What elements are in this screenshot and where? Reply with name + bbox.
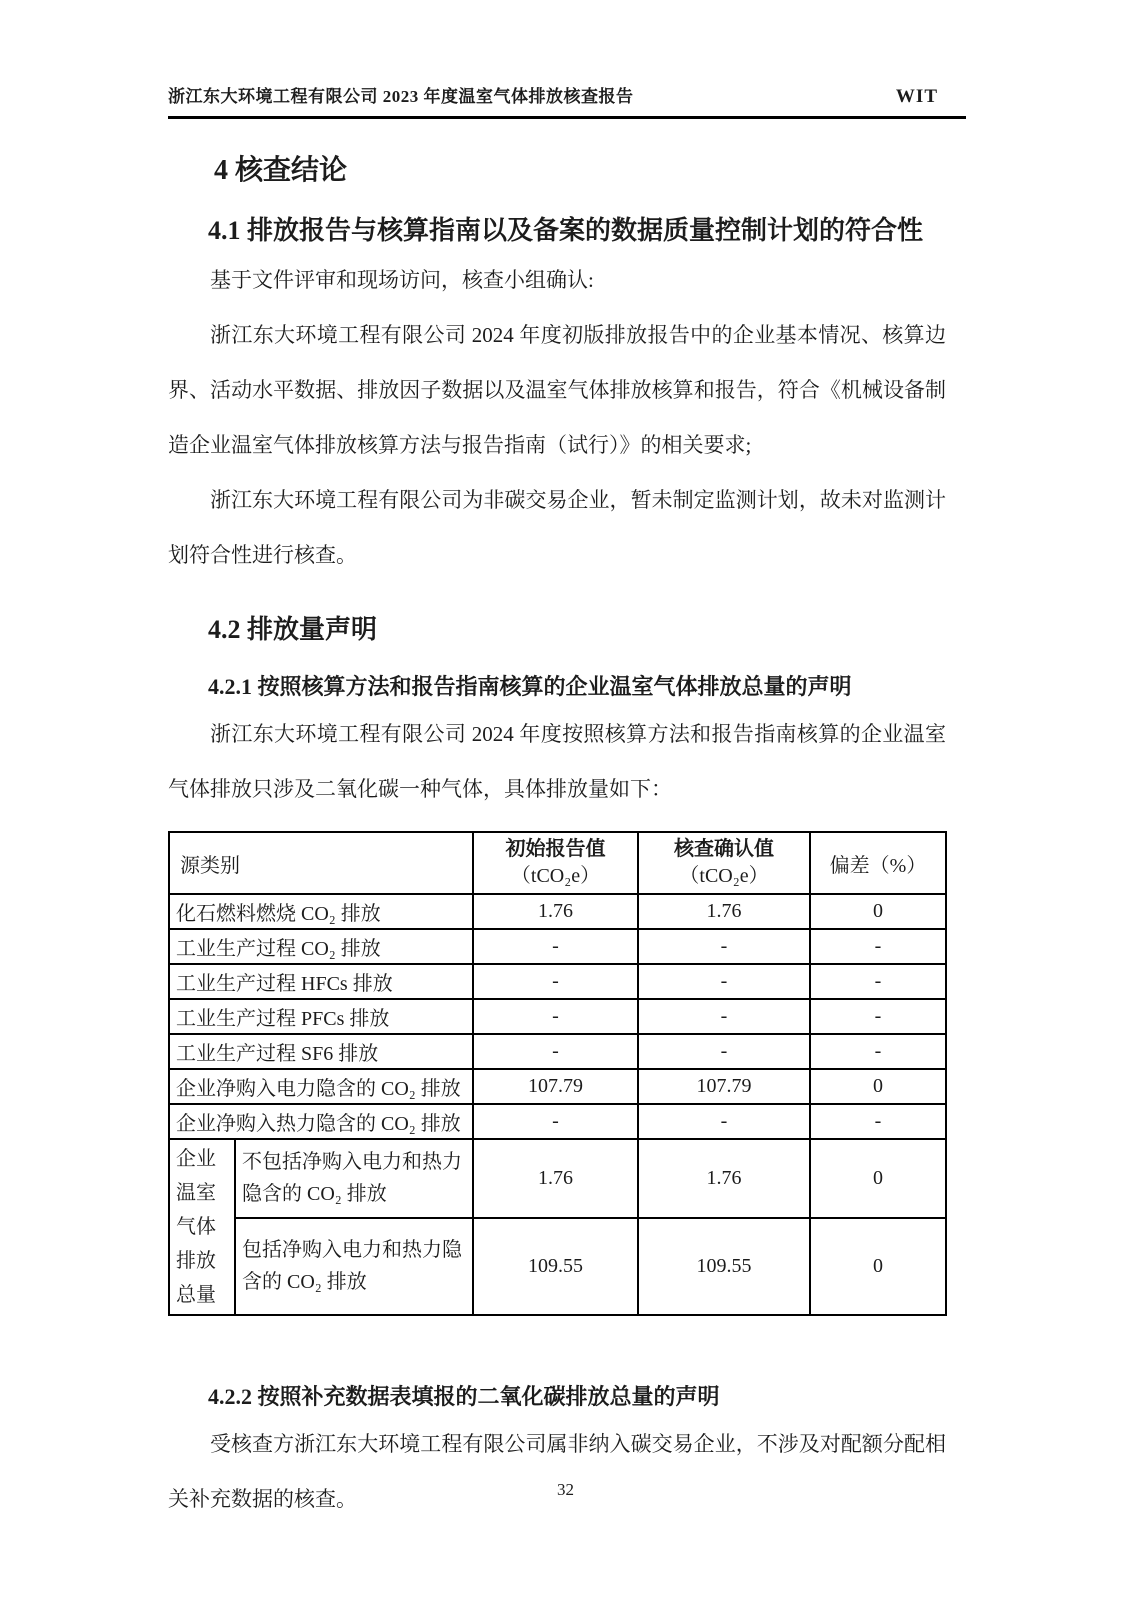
row-verified-value: - — [638, 1034, 810, 1069]
header-divider — [168, 116, 966, 119]
row-deviation-value: - — [810, 1104, 946, 1139]
row-deviation-value: - — [810, 929, 946, 964]
row-initial-value: 1.76 — [473, 894, 638, 929]
row-deviation-value: 0 — [810, 1218, 946, 1315]
col-header-initial-title: 初始报告值 — [505, 838, 606, 860]
page-content — [168, 138, 946, 1527]
row-deviation-value: 0 — [810, 1139, 946, 1218]
col-header-initial-unit: （tCO₂e） — [510, 865, 601, 887]
col-header-verified-title: 核查确认值 — [674, 838, 774, 860]
row-verified-value: 109.55 — [638, 1218, 810, 1315]
row-deviation-value: - — [810, 999, 946, 1034]
row-initial-value: - — [473, 999, 638, 1034]
row-initial-value: 1.76 — [473, 1139, 638, 1218]
section-4-1-paragraph-1: 基于文件评审和现场访问，核查小组确认: — [210, 268, 594, 292]
emissions-table — [168, 831, 947, 1316]
row-label: 化石燃料燃烧 CO₂ 排放 — [169, 894, 473, 929]
table-total-row-excluding — [169, 1139, 946, 1218]
row-label: 不包括净购入电力和热力隐含的 CO₂ 排放 — [235, 1139, 473, 1218]
total-group-label: 企业温室气体排放总量 — [169, 1139, 235, 1315]
table-row — [169, 999, 946, 1034]
table-row — [169, 929, 946, 964]
row-initial-value: - — [473, 1104, 638, 1139]
row-verified-value: - — [638, 964, 810, 999]
row-label: 工业生产过程 PFCs 排放 — [169, 999, 473, 1034]
row-label: 包括净购入电力和热力隐含的 CO₂ 排放 — [235, 1218, 473, 1315]
row-verified-value: - — [638, 1104, 810, 1139]
page-number: 32 — [557, 1480, 574, 1499]
row-deviation-value: 0 — [810, 894, 946, 929]
row-deviation-value: - — [810, 964, 946, 999]
table-total-row-including — [169, 1218, 946, 1315]
row-verified-value: - — [638, 929, 810, 964]
page-footer — [0, 1480, 1131, 1500]
header-report-title: 浙江东大环境工程有限公司 2023 年度温室气体排放核查报告 — [168, 87, 634, 106]
row-verified-value: 1.76 — [638, 1139, 810, 1218]
row-label: 工业生产过程 CO₂ 排放 — [169, 929, 473, 964]
section-4-1-heading: 4.1 排放报告与核算指南以及备案的数据质量控制计划的符合性 — [208, 216, 924, 245]
section-4-2-1-paragraph: 浙江东大环境工程有限公司 2024 年度按照核算方法和报告指南核算的企业温室气体排放只涉及二氧化碳一种气体，具体排放量如下： — [168, 722, 946, 801]
col-header-verified — [638, 832, 810, 894]
section-4-heading: 4 核查结论 — [214, 155, 348, 186]
table-row — [169, 894, 946, 929]
table-row — [169, 1034, 946, 1069]
table-header-row — [169, 832, 946, 894]
row-verified-value: 107.79 — [638, 1069, 810, 1104]
row-deviation-value: - — [810, 1034, 946, 1069]
row-initial-value: - — [473, 1034, 638, 1069]
row-initial-value: - — [473, 929, 638, 964]
running-header — [168, 82, 966, 108]
col-header-source: 源类别 — [169, 832, 473, 894]
row-label: 工业生产过程 SF6 排放 — [169, 1034, 473, 1069]
row-verified-value: 1.76 — [638, 894, 810, 929]
row-label: 企业净购入热力隐含的 CO₂ 排放 — [169, 1104, 473, 1139]
section-4-2-1-heading: 4.2.1 按照核算方法和报告指南核算的企业温室气体排放总量的声明 — [208, 674, 852, 699]
col-header-initial — [473, 832, 638, 894]
row-deviation-value: 0 — [810, 1069, 946, 1104]
table-row — [169, 964, 946, 999]
section-4-2-2-paragraph: 受核查方浙江东大环境工程有限公司属非纳入碳交易企业，不涉及对配额分配相关补充数据的核查。 — [168, 1432, 946, 1511]
row-initial-value: 107.79 — [473, 1069, 638, 1104]
section-4-1-paragraph-2: 浙江东大环境工程有限公司 2024 年度初版排放报告中的企业基本情况、核算边界、活动水平数据、排放因子数据以及温室气体排放核算和报告，符合《机械设备制造企业温室气体排放核算方法与报告指南（试行）》的相关要求; — [168, 323, 946, 457]
col-header-verified-unit: （tCO₂e） — [679, 865, 769, 887]
header-brand-mark: WIT — [895, 86, 938, 107]
row-verified-value: - — [638, 999, 810, 1034]
col-header-deviation: 偏差（%） — [810, 832, 946, 894]
row-initial-value: - — [473, 964, 638, 999]
section-4-1-paragraph-3: 浙江东大环境工程有限公司为非碳交易企业，暂未制定监测计划，故未对监测计划符合性进行核查。 — [168, 488, 946, 567]
row-label: 企业净购入电力隐含的 CO₂ 排放 — [169, 1069, 473, 1104]
row-initial-value: 109.55 — [473, 1218, 638, 1315]
section-4-2-2-heading: 4.2.2 按照补充数据表填报的二氧化碳排放总量的声明 — [208, 1384, 720, 1409]
table-row — [169, 1069, 946, 1104]
table-row — [169, 1104, 946, 1139]
section-4-2-heading: 4.2 排放量声明 — [208, 615, 378, 644]
row-label: 工业生产过程 HFCs 排放 — [169, 964, 473, 999]
